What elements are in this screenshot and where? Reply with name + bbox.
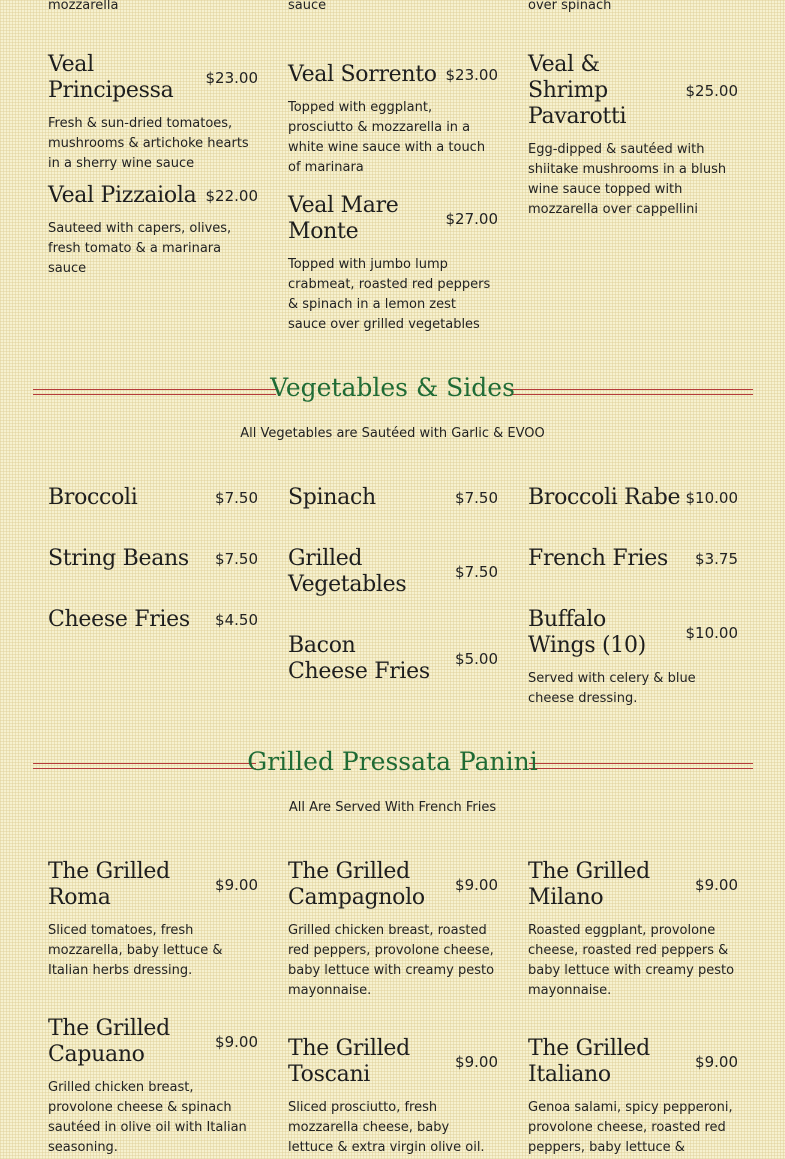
item-price: $9.00 [215, 876, 258, 894]
item-name: Veal Pizzaiola [48, 183, 197, 208]
menu-item-veal-pizzaiola [48, 183, 258, 279]
item-description: Sauteed with capers, olives, fresh tomato & a marinara sauce [48, 221, 232, 276]
menu-item-broccoli [48, 485, 258, 511]
menu-item-french-fries [528, 546, 738, 572]
item-description: Fresh & sun-dried tomatoes, mushrooms & artichoke hearts in a sherry wine sauce [48, 116, 249, 171]
section-note-panini: All Are Served With French Fries [288, 800, 497, 815]
menu-item-buffalo-wings [528, 607, 738, 709]
item-price: $23.00 [205, 69, 258, 87]
section-title-panini: Grilled Pressata Panini [247, 747, 538, 776]
item-name: The Grilled Italiano [528, 1036, 650, 1087]
item-name: The Grilled Roma [48, 859, 170, 910]
section-title-vegetables: Vegetables & Sides [270, 373, 515, 402]
item-name: The Grilled Toscani [288, 1036, 410, 1087]
item-description: Grilled chicken breast, provolone cheese & spinach sautéed in olive oil with Italian seasoning. [48, 1080, 247, 1155]
item-description: Roasted eggplant, provolone cheese, roasted red peppers & baby lettuce with creamy pesto mayonnaise. [528, 923, 735, 998]
item-name: The Grilled Capuano [48, 1016, 170, 1067]
item-price: $4.50 [215, 611, 258, 629]
item-name: Broccoli [48, 485, 138, 510]
item-price: $23.00 [445, 66, 498, 84]
item-price: $9.00 [455, 1053, 498, 1071]
menu-item-grilled-campagnolo [288, 859, 498, 1001]
item-name: Bacon Cheese Fries [288, 633, 430, 684]
menu-item-grilled-milano [528, 859, 738, 1001]
previous-item-desc-fragment: sauce [288, 0, 327, 13]
menu-item-grilled-vegetables [288, 546, 498, 598]
item-name: Broccoli Rabe [528, 485, 681, 510]
item-price: $7.50 [455, 489, 498, 507]
menu-item-bacon-cheese-fries [288, 633, 498, 685]
item-name: Spinach [288, 485, 376, 510]
item-price: $9.00 [695, 1053, 738, 1071]
item-price: $7.50 [215, 489, 258, 507]
previous-item-desc-fragment: mozzarella [48, 0, 119, 13]
item-description: Egg-dipped & sautéed with shiitake mushrooms in a blush wine sauce topped with mozzarella over cappellini [528, 142, 727, 217]
item-name: Veal & Shrimp Pavarotti [528, 52, 627, 129]
menu-item-veal-sorrento [288, 62, 498, 178]
item-name: Cheese Fries [48, 607, 190, 632]
item-name: The Grilled Milano [528, 859, 650, 910]
menu-item-grilled-italiano [528, 1036, 738, 1158]
item-price: $9.00 [695, 876, 738, 894]
item-description: Sliced prosciutto, fresh mozzarella cheese, baby lettuce & extra virgin olive oil. [288, 1100, 485, 1155]
menu-item-grilled-toscani [288, 1036, 498, 1158]
item-price: $3.75 [695, 550, 738, 568]
item-description: Topped with eggplant, prosciutto & mozzarella in a white wine sauce with a touch of marinara [288, 100, 486, 175]
item-name: String Beans [48, 546, 189, 571]
menu-item-cheese-fries [48, 607, 258, 633]
item-price: $10.00 [685, 489, 738, 507]
item-description: Served with celery & blue cheese dressing. [528, 671, 696, 706]
item-price: $5.00 [455, 650, 498, 668]
item-price: $27.00 [445, 210, 498, 228]
item-price: $7.50 [455, 563, 498, 581]
previous-item-desc-fragment: over spinach [528, 0, 612, 13]
item-description: Topped with jumbo lump crabmeat, roasted red peppers & spinach in a lemon zest sauce over grilled vegetables [288, 257, 491, 332]
menu-item-broccoli-rabe [528, 485, 738, 511]
item-name: Buffalo Wings (10) [528, 607, 646, 658]
item-description: Genoa salami, spicy pepperoni, provolone cheese, roasted red peppers, baby lettuce & [528, 1100, 733, 1155]
item-name: Veal Mare Monte [288, 193, 399, 244]
menu-item-grilled-capuano [48, 1016, 258, 1158]
item-name: French Fries [528, 546, 668, 571]
menu-item-veal-principessa [48, 52, 258, 174]
menu-item-string-beans [48, 546, 258, 572]
menu-item-veal-mare-monte [288, 193, 498, 335]
item-description: Grilled chicken breast, roasted red peppers, provolone cheese, baby lettuce with creamy pesto mayonnaise. [288, 923, 495, 998]
item-price: $9.00 [455, 876, 498, 894]
item-description: Sliced tomatoes, fresh mozzarella, baby lettuce & Italian herbs dressing. [48, 923, 223, 978]
item-price: $9.00 [215, 1033, 258, 1051]
item-name: Grilled Vegetables [288, 546, 407, 597]
item-name: Veal Sorrento [288, 62, 437, 87]
section-note-vegetables: All Vegetables are Sautéed with Garlic & EVOO [240, 426, 545, 441]
menu-item-grilled-roma [48, 859, 258, 981]
item-price: $10.00 [685, 624, 738, 642]
item-price: $22.00 [205, 187, 258, 205]
item-price: $25.00 [685, 82, 738, 100]
menu-item-veal-shrimp-pavarotti [528, 52, 738, 220]
item-name: The Grilled Campagnolo [288, 859, 425, 910]
menu-item-spinach [288, 485, 498, 511]
item-name: Veal Principessa [48, 52, 174, 103]
item-price: $7.50 [215, 550, 258, 568]
